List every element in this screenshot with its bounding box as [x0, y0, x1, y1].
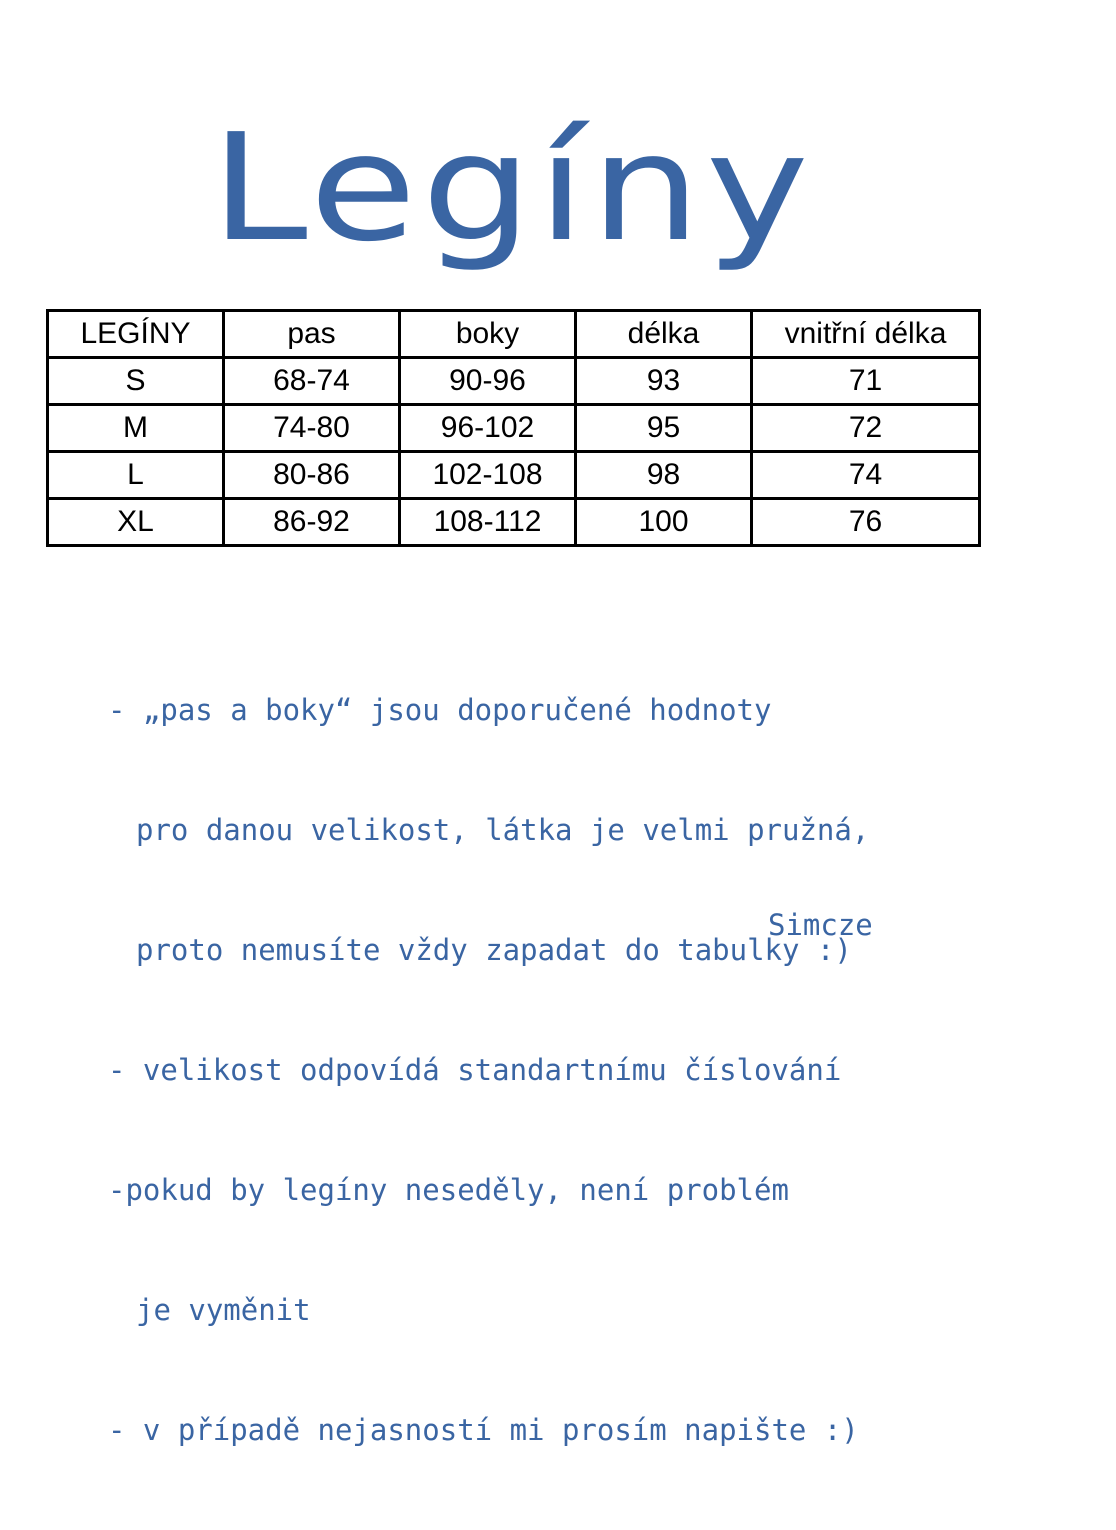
- header-cell-size: LEGÍNY: [48, 311, 224, 358]
- table-cell: 102-108: [400, 452, 576, 499]
- note-line: -pokud by legíny neseděly, není problém: [108, 1173, 789, 1207]
- table-cell: 108-112: [400, 499, 576, 546]
- table-cell: 98: [576, 452, 752, 499]
- note-line: proto nemusíte vždy zapadat do tabulky :): [136, 933, 852, 967]
- notes-block: [108, 610, 988, 1530]
- table-row: [48, 499, 980, 546]
- table-cell: XL: [48, 499, 224, 546]
- table-cell: 68-74: [224, 358, 400, 405]
- table-cell: S: [48, 358, 224, 405]
- table-row: [48, 405, 980, 452]
- size-table: [46, 309, 981, 547]
- table-row: [48, 452, 980, 499]
- table-cell: 71: [752, 358, 980, 405]
- table-cell: L: [48, 452, 224, 499]
- note-line: pro danou velikost, látka je velmi pružná,: [136, 813, 870, 847]
- note-line: je vyměnit: [136, 1293, 311, 1327]
- signature: Simcze: [768, 908, 873, 942]
- table-cell: 74: [752, 452, 980, 499]
- table-cell: M: [48, 405, 224, 452]
- table-cell: 86-92: [224, 499, 400, 546]
- table-cell: 74-80: [224, 405, 400, 452]
- table-row: [48, 358, 980, 405]
- table-header-row: [48, 311, 980, 358]
- table-cell: 95: [576, 405, 752, 452]
- header-cell-hips: boky: [400, 311, 576, 358]
- header-cell-waist: pas: [224, 311, 400, 358]
- table-cell: 76: [752, 499, 980, 546]
- table-cell: 90-96: [400, 358, 576, 405]
- header-cell-length: délka: [576, 311, 752, 358]
- header-cell-inseam: vnitřní délka: [752, 311, 980, 358]
- table-cell: 72: [752, 405, 980, 452]
- page-title: Legíny: [210, 102, 814, 274]
- table-cell: 100: [576, 499, 752, 546]
- note-line: - „pas a boky“ jsou doporučené hodnoty: [108, 693, 772, 727]
- table-cell: 96-102: [400, 405, 576, 452]
- table-cell: 93: [576, 358, 752, 405]
- note-line: - velikost odpovídá standartnímu číslování: [108, 1053, 842, 1087]
- note-line: - v případě nejasností mi prosím napište :): [108, 1413, 859, 1447]
- table-cell: 80-86: [224, 452, 400, 499]
